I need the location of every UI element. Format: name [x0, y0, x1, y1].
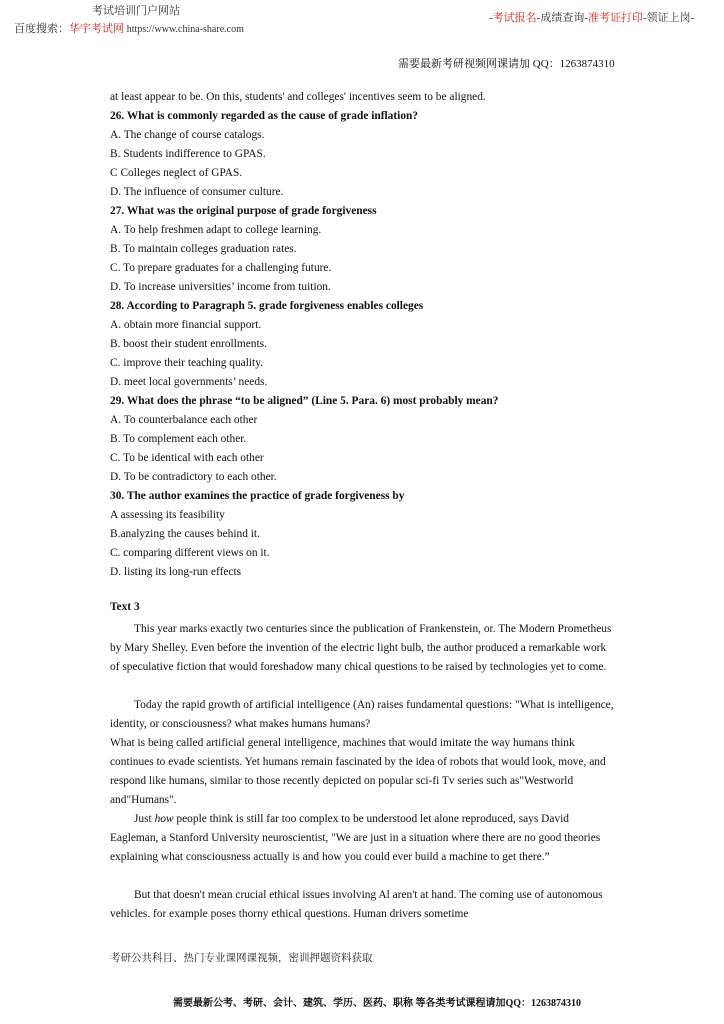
question-27-stem: 27. What was the original purpose of grade forgiveness	[110, 205, 377, 217]
question-26-option: D. The influence of consumer culture.	[110, 186, 284, 198]
nav-link-admission-ticket[interactable]: 准考证打印	[588, 12, 643, 24]
question-29-stem: 29. What does the phrase “to be aligned” (Line 5. Para. 6) most probably mean?	[110, 395, 499, 407]
nav-sep: -	[489, 12, 493, 24]
question-26-option: B. Students indifference to GPAS.	[110, 148, 266, 160]
header-nav-links	[489, 9, 694, 25]
text3-paragraph-1	[110, 620, 615, 677]
footer-promo: 考研公共科目、热门专业课网课视频，密训押题资料获取	[110, 953, 373, 964]
text3-paragraph-3-emphasis: how	[154, 813, 174, 825]
text3-paragraph-3-lead: Just	[134, 813, 155, 825]
question-28-option: A. obtain more financial support.	[110, 319, 262, 331]
text3-paragraph-3	[110, 810, 615, 867]
brand-link[interactable]: 华宇考试网	[69, 23, 124, 35]
question-30-option: B.analyzing the causes behind it.	[110, 528, 260, 540]
question-30-stem: 30. The author examines the practice of grade forgiveness by	[110, 490, 405, 502]
text3-paragraph-2b: What is being called artificial general intelligence, machines that would imitate the way humans think continues to evade scientists. Yet humans remain fascinated by the idea of robots that would look, move, and respond like humans, similar to those recently depicted on popular sci-fi Tv series such as"Westworld and"Humans".	[110, 737, 606, 806]
question-30-option: D. listing its long-run effects	[110, 566, 242, 578]
text3-paragraph-1-text: This year marks exactly two centuries since the publication of Frankenstein, or. The Modern Prometheus by Mary Shelley. Even before the invention of the electric light bulb, the author produced a remarkable work of speculative fiction that would foreshadow many chical questions to be raised by technologies yet to come.	[110, 623, 612, 673]
question-29-option: D. To be contradictory to each other.	[110, 471, 277, 483]
text3-paragraph-4	[110, 886, 615, 924]
nav-sep: -成绩查询-	[536, 12, 588, 24]
nav-link-registration[interactable]: 考试报名	[492, 12, 537, 24]
question-27-option: A. To help freshmen adapt to college learning.	[110, 224, 322, 236]
header-qq-notice: 需要最新考研视频网课请加 QQ：1263874310	[398, 58, 615, 70]
question-27-option: D. To increase universities’ income from tuition.	[110, 281, 331, 293]
baidu-label: 百度搜索：	[14, 23, 69, 35]
question-28-stem: 28. According to Paragraph 5. grade forgiveness enables colleges	[110, 300, 424, 312]
text3-paragraph-2a-text: Today the rapid growth of artificial intelligence (An) raises fundamental questions: "What is intelligence, identity, or consciousness? what makes humans humans?	[110, 699, 614, 730]
text3-paragraph-3-rest: people think is still far too complex to be understood let alone reproduced, says David Eagleman, a Stanford University neuroscientist, "We are just in a situation where there are no good theories explaining what consciousness actually is and how you could ever build a machine to get there.”	[110, 813, 601, 863]
site-url[interactable]: https://www.china-share.com	[126, 24, 244, 35]
question-29-option: B. To complement each other.	[110, 433, 247, 445]
question-26-option: A. The change of course catalogs.	[110, 129, 265, 141]
question-27-option: C. To prepare graduates for a challenging future.	[110, 262, 332, 274]
section-title-text3: Text 3	[110, 601, 140, 613]
text3-paragraph-2a	[110, 696, 615, 734]
question-28-option: D. meet local governments’ needs.	[110, 376, 268, 388]
question-30-option: C. comparing different views on it.	[110, 547, 270, 559]
header-baidu-search	[14, 20, 244, 36]
passage-continuation: at least appear to be. On this, students' and colleges' incentives seem to be aligned.	[110, 91, 486, 103]
question-26-stem: 26. What is commonly regarded as the cause of grade inflation?	[110, 110, 419, 122]
footer-qq-notice: 需要最新公考、考研、会计、建筑、学历、医药、职称 等各类考试课程请加QQ：1263874310	[173, 998, 582, 1009]
header-site-name: 考试培训门户网站	[92, 5, 180, 17]
question-27-option: B. To maintain colleges graduation rates.	[110, 243, 297, 255]
question-28-option: B. boost their student enrollments.	[110, 338, 267, 350]
text3-paragraph-4-text: But that doesn't mean crucial ethical issues involving Al aren't at hand. The coming use of autonomous vehicles. for example poses thorny ethical questions. Human drivers sometime	[110, 889, 603, 920]
question-26-option: C Colleges neglect of GPAS.	[110, 167, 243, 179]
question-30-option: A assessing its feasibility	[110, 509, 225, 521]
question-29-option: C. To be identical with each other	[110, 452, 264, 464]
nav-sep: -领证上岗-	[643, 12, 695, 24]
question-29-option: A. To counterbalance each other	[110, 414, 258, 426]
question-28-option: C. improve their teaching quality.	[110, 357, 263, 369]
